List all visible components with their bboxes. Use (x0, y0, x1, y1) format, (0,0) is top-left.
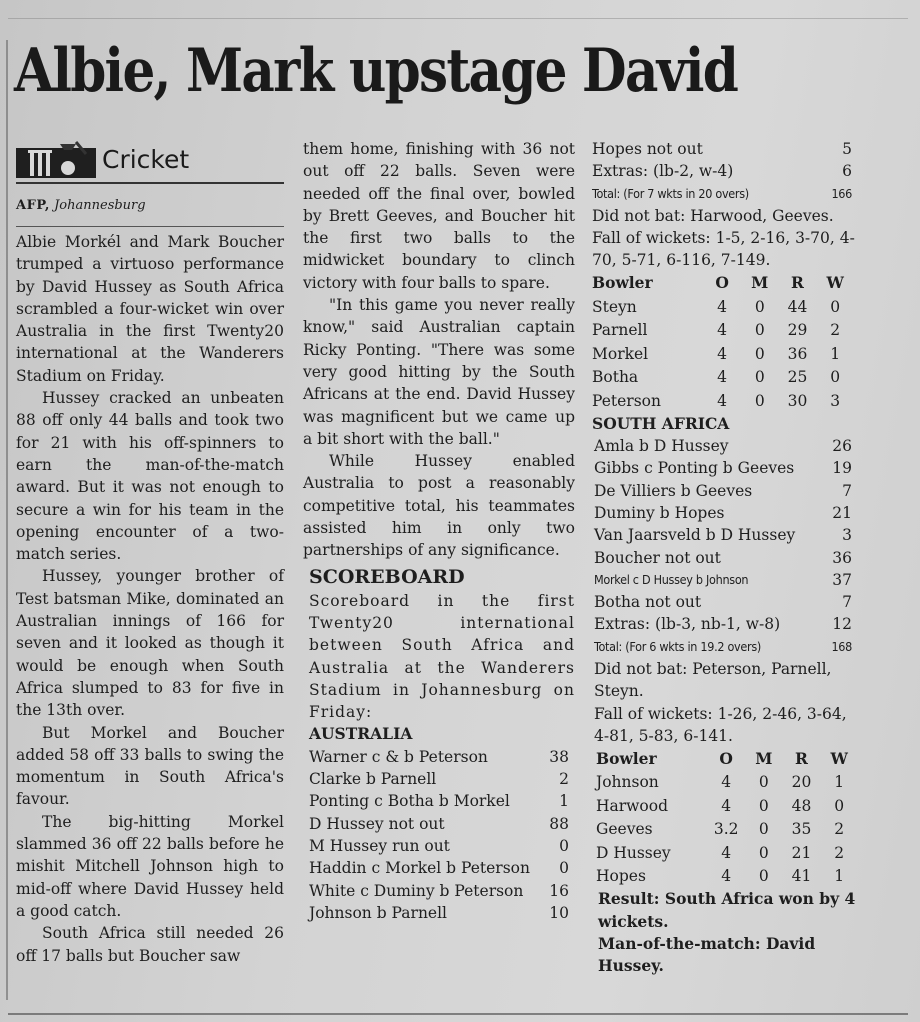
wickets: 2 (834, 820, 845, 839)
paragraph: South Africa still needed 26 off 17 balls but Boucher saw (16, 924, 284, 965)
bowling-row (592, 389, 854, 413)
overs: 4 (721, 843, 732, 862)
batsman-name: Gibbs c Ponting b Geeves (594, 459, 795, 478)
maidens: 0 (754, 391, 765, 410)
overs: 4 (717, 368, 728, 387)
maidens: 0 (754, 368, 765, 387)
batsman-runs: 16 (549, 881, 569, 900)
runs: 48 (791, 796, 812, 815)
batsman-runs: 5 (842, 140, 852, 158)
header-cell: Bowler (596, 748, 657, 768)
wickets: 1 (834, 773, 845, 792)
runs: 30 (787, 391, 808, 410)
bowling-header (592, 272, 854, 296)
batting-row (309, 813, 569, 835)
extras-row (594, 613, 852, 635)
batsman-runs: 7 (842, 481, 852, 500)
headline: Albie, Mark upstage David (14, 36, 738, 106)
batting-row (594, 569, 852, 591)
team-heading-south-africa: SOUTH AFRICA (592, 413, 730, 433)
overs: 4 (721, 773, 732, 792)
batsman-runs: 7 (842, 593, 852, 612)
batsman-name: Clarke b Parnell (309, 770, 437, 789)
runs: 41 (791, 867, 812, 886)
batting-row (594, 457, 852, 479)
batting-row (594, 502, 852, 524)
wickets: 0 (834, 796, 845, 815)
batsman-name: Hopes not out (592, 140, 703, 158)
header-cell: R (795, 748, 808, 768)
fall-of-wickets: Fall of wickets: 1-5, 2-16, 3-70, 4-70, 5-71, 6-116, 7-149. (592, 229, 855, 270)
bottom-rule (8, 1013, 908, 1015)
runs: 35 (791, 820, 812, 839)
did-not-bat: Did not bat: Peterson, Parnell, Steyn. (594, 660, 832, 701)
runs: 20 (791, 773, 812, 792)
bowler-name: Johnson (596, 773, 659, 792)
bowling-row (596, 794, 858, 818)
batsman-runs: 0 (559, 859, 569, 878)
bowling-table-south-africa (596, 747, 858, 888)
overs: 4 (717, 344, 728, 363)
overs: 4 (717, 391, 728, 410)
bowler-name: Peterson (592, 391, 661, 410)
bowling-row (596, 841, 858, 865)
total-label: Total: (For 6 wkts in 19.2 overs) (594, 638, 762, 654)
bowling-row (592, 342, 854, 366)
batsman-runs: 21 (832, 503, 852, 522)
maidens: 0 (758, 773, 769, 792)
maidens: 0 (754, 297, 765, 316)
extras-row (592, 160, 852, 182)
bowler-name: Botha (592, 368, 639, 387)
batsman-name: De Villiers b Geeves (594, 481, 753, 500)
overs: 4 (721, 796, 732, 815)
batsman-runs: 10 (549, 903, 569, 922)
batting-row (594, 591, 852, 613)
batsman-name: Morkel c D Hussey b Johnson (594, 571, 749, 587)
overs: 4 (717, 321, 728, 340)
column-1 (16, 138, 284, 967)
batting-row (309, 790, 569, 812)
bowler-name: Harwood (596, 796, 669, 815)
scoreboard-title: SCOREBOARD (309, 565, 465, 588)
batsman-runs: 88 (549, 814, 569, 833)
total-value: 166 (831, 185, 852, 201)
batsman-name: Boucher not out (594, 548, 721, 567)
maidens: 0 (754, 344, 765, 363)
batsman-name: Van Jaarsveld b D Hussey (594, 526, 796, 545)
paragraph: Hussey, younger brother of Test batsman Mike, dominated an Australian innings of 166 for seven and it looked as though it would be enough when South Africa slumped to 83 for five in the 13th over. (16, 567, 284, 720)
byline-agency: AFP, (16, 198, 50, 213)
team-heading-australia: AUSTRALIA (309, 724, 413, 744)
paragraph: The big-hitting Morkel slammed 36 off 22 balls before he mishit Mitchell Johnson high to mid-off where David Hussey held a good catch. (16, 812, 284, 920)
extras-value: 12 (832, 615, 852, 634)
wickets: 0 (830, 368, 841, 387)
batting-row (309, 768, 569, 790)
batting-row (309, 857, 569, 879)
batsman-name: Ponting c Botha b Morkel (309, 792, 510, 811)
batsman-name: Warner c & b Peterson (309, 747, 488, 766)
paragraph: "In this game you never really know," said Australian captain Ricky Ponting. "There was some very good hitting by the South Africans at the end. David Hussey was magnificent but we came up a bit short with the ball." (303, 296, 575, 448)
bowling-row (596, 865, 858, 889)
paragraph: But Morkel and Boucher added 58 off 33 balls to swing the momentum in South Africa's favour. (16, 723, 284, 809)
batting-row (594, 524, 852, 546)
wickets: 1 (830, 344, 841, 363)
overs: 4 (721, 867, 732, 886)
bowler-name: D Hussey (596, 843, 671, 862)
overs: 4 (717, 297, 728, 316)
batsman-name: White c Duminy b Peterson (309, 881, 524, 900)
paragraph: While Hussey enabled Australia to post a reasonably competitive total, his teammates assisted him in only two partnerships of any significance. (303, 452, 575, 560)
extras-label: Extras: (lb-3, nb-1, w-8) (594, 615, 781, 634)
extras-value: 6 (842, 162, 852, 181)
runs: 25 (787, 368, 808, 387)
batting-row (594, 480, 852, 502)
section-label: Cricket (102, 144, 190, 174)
wickets: 3 (830, 391, 841, 410)
header-cell: Bowler (592, 273, 653, 293)
batting-row (594, 435, 852, 457)
batting-row (309, 880, 569, 902)
header-cell: M (755, 748, 773, 768)
bowling-table-australia (592, 272, 854, 413)
total-row (594, 636, 852, 658)
bowling-row (592, 319, 854, 343)
wickets: 1 (834, 867, 845, 886)
batsman-name: Amla b D Hussey (594, 437, 729, 456)
header-cell: R (791, 273, 804, 293)
paragraph: Albie Morkél and Mark Boucher trumped a virtuoso performance by David Hussey as South Africa scrambled a four-wicket win over Australia in the first Twenty20 international at the Wanderers Stadium on Friday. (16, 233, 284, 385)
section-header (16, 138, 284, 184)
bowler-name: Parnell (592, 321, 648, 340)
runs: 36 (787, 344, 808, 363)
runs: 21 (791, 843, 812, 862)
bowler-name: Steyn (592, 297, 637, 316)
maidens: 0 (758, 867, 769, 886)
total-label: Total: (For 7 wkts in 20 overs) (592, 185, 749, 201)
batting-row (309, 902, 569, 924)
batsman-name: D Hussey not out (309, 814, 445, 833)
runs: 44 (787, 297, 808, 316)
header-cell: O (719, 748, 733, 768)
left-rule (6, 40, 8, 1000)
batsman-runs: 26 (832, 437, 852, 456)
bowling-row (596, 818, 858, 842)
match-result: Result: South Africa won by 4 wickets. (598, 889, 856, 931)
bowler-name: Geeves (596, 820, 653, 839)
maidens: 0 (758, 843, 769, 862)
batsman-runs: 2 (559, 770, 569, 789)
batting-row (592, 138, 852, 160)
header-cell: W (830, 748, 848, 768)
batsman-runs: 38 (549, 747, 569, 766)
scoreboard-intro: Scoreboard in the first Twenty20 international between South Africa and Australia at the Wanderers Stadium in Johannesburg on Friday: (309, 591, 575, 722)
bowling-row (592, 366, 854, 390)
bowling-header (596, 747, 858, 771)
batsman-runs: 36 (832, 548, 852, 567)
total-value: 168 (831, 638, 852, 654)
batsman-name: Botha not out (594, 593, 702, 612)
batsman-name: Duminy b Hopes (594, 503, 725, 522)
batsman-name: Haddin c Morkel b Peterson (309, 859, 530, 878)
wickets: 2 (830, 321, 841, 340)
byline (16, 194, 284, 227)
batsman-runs: 19 (832, 459, 852, 478)
batsman-runs: 37 (832, 570, 852, 589)
maidens: 0 (758, 796, 769, 815)
batsman-runs: 1 (559, 792, 569, 811)
batting-row (594, 547, 852, 569)
column-3 (590, 138, 858, 977)
top-rule (8, 18, 908, 19)
wickets: 0 (830, 297, 841, 316)
header-cell: M (751, 273, 769, 293)
paragraph: Hussey cracked an unbeaten 88 off only 44 balls and took two for 21 with his off-spinners to earn the man-of-the-match award. But it was not enough to secure a win for his team in the opening encounter of a two-match series. (16, 389, 284, 564)
header-cell: W (826, 273, 844, 293)
runs: 29 (787, 321, 808, 340)
batsman-runs: 0 (559, 836, 569, 855)
extras-label: Extras: (lb-2, w-4) (592, 162, 734, 181)
fall-of-wickets: Fall of wickets: 1-26, 2-46, 3-64, 4-81, 5-83, 6-141. (594, 704, 847, 745)
did-not-bat: Did not bat: Harwood, Geeves. (592, 206, 834, 225)
paragraph: them home, finishing with 36 not out off 22 balls. Seven were needed off the final over, bowled by Brett Geeves, and Boucher hit the first two balls to the midwicket boundary to clinch victory with four balls to spare. (303, 140, 575, 292)
cricket-icon (16, 140, 96, 180)
batsman-name: Johnson b Parnell (309, 903, 448, 922)
column-2 (303, 138, 575, 924)
bowler-name: Morkel (592, 344, 649, 363)
bowler-name: Hopes (596, 867, 646, 886)
maidens: 0 (758, 820, 769, 839)
batting-row (309, 746, 569, 768)
batsman-runs: 3 (842, 526, 852, 545)
wickets: 2 (834, 843, 845, 862)
overs: 3.2 (713, 820, 739, 839)
maidens: 0 (754, 321, 765, 340)
man-of-the-match: Man-of-the-match: David Hussey. (598, 933, 816, 976)
bowling-row (596, 771, 858, 795)
byline-place: Johannesburg (54, 198, 146, 213)
bowling-row (592, 295, 854, 319)
header-cell: O (715, 273, 729, 293)
batting-row (309, 835, 569, 857)
batsman-name: M Hussey run out (309, 836, 450, 855)
total-row (592, 183, 852, 205)
